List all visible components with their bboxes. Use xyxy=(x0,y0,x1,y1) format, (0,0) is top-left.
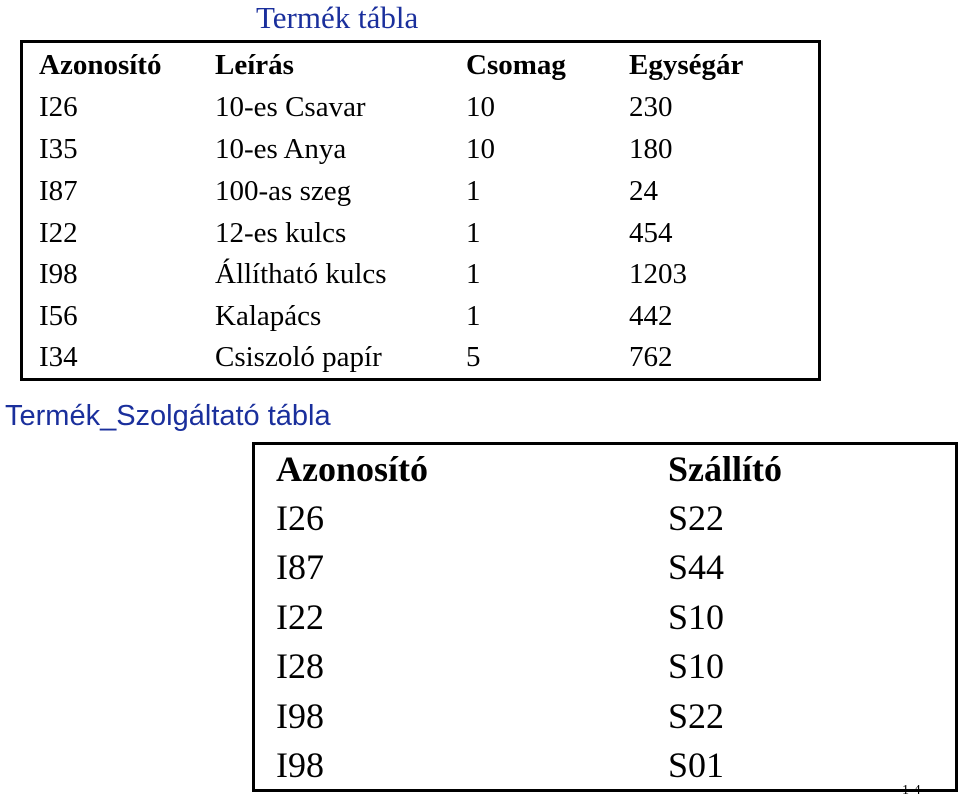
cell-supplier: S22 xyxy=(668,497,725,538)
cell-package: 1 xyxy=(466,216,481,249)
table-row xyxy=(254,691,957,741)
table-row xyxy=(22,212,820,254)
cell-supplier: S44 xyxy=(668,547,725,588)
table-row xyxy=(254,642,957,692)
cell-description: Kalapács xyxy=(215,300,322,333)
cell-unit-price: 24 xyxy=(629,174,658,207)
cell-supplier: S10 xyxy=(668,646,725,687)
cell-unit-price: 180 xyxy=(629,133,673,166)
table-row xyxy=(22,338,820,380)
cell-id: I98 xyxy=(39,258,78,291)
cell-id: I22 xyxy=(276,596,324,637)
cell-id: I22 xyxy=(39,216,78,249)
cell-package: 10 xyxy=(466,133,495,166)
table-row xyxy=(22,254,820,296)
cell-unit-price: 762 xyxy=(629,341,673,374)
cell-package: 10 xyxy=(466,91,495,124)
supplier-table xyxy=(252,442,958,792)
table-row xyxy=(22,296,820,338)
cell-description: 10-es Csavar xyxy=(215,91,366,124)
table-row xyxy=(254,493,957,543)
cell-id: I98 xyxy=(276,744,324,785)
cell-package: 1 xyxy=(466,258,481,291)
header-description: Leírás xyxy=(215,48,294,81)
table-row xyxy=(22,87,820,129)
cell-unit-price: 230 xyxy=(629,91,673,124)
table-row xyxy=(22,171,820,213)
supplier-table-title: Termék_Szolgáltató tábla xyxy=(5,400,331,432)
header-package: Csomag xyxy=(466,48,566,81)
cell-package: 1 xyxy=(466,174,481,207)
supplier-table-header-row xyxy=(254,444,957,494)
cell-unit-price: 454 xyxy=(629,216,673,249)
table-row xyxy=(254,592,957,642)
cell-description: Állítható kulcs xyxy=(215,258,387,291)
header-supplier: Szállító xyxy=(668,449,782,489)
cell-id: I26 xyxy=(39,91,78,124)
cell-supplier: S10 xyxy=(668,596,725,637)
table-row xyxy=(254,741,957,791)
header-id: Azonosító xyxy=(39,48,162,81)
table-row xyxy=(22,129,820,171)
cell-package: 1 xyxy=(466,300,481,333)
cell-package: 5 xyxy=(466,341,481,374)
cell-unit-price: 1203 xyxy=(629,258,687,291)
cell-description: Csiszoló papír xyxy=(215,341,382,374)
cell-id: I98 xyxy=(276,695,324,736)
table-row xyxy=(254,543,957,593)
cell-description: 100-as szeg xyxy=(215,174,352,207)
product-table xyxy=(20,40,821,381)
cell-id: I28 xyxy=(276,646,324,687)
product-table-header-row xyxy=(22,42,820,88)
product-table-title: Termék tábla xyxy=(256,0,419,35)
cell-id: I26 xyxy=(276,497,324,538)
cell-id: I87 xyxy=(39,174,78,207)
cell-id: I35 xyxy=(39,133,78,166)
cell-description: 10-es Anya xyxy=(215,133,347,166)
cell-description: 12-es kulcs xyxy=(215,216,347,249)
cell-unit-price: 442 xyxy=(629,300,673,333)
cell-id: I34 xyxy=(39,341,78,374)
cell-id: I87 xyxy=(276,547,324,588)
cell-supplier: S22 xyxy=(668,695,725,736)
header-id: Azonosító xyxy=(276,449,428,489)
cell-id: I56 xyxy=(39,300,78,333)
page-number: 1-4 xyxy=(902,783,921,798)
header-unit-price: Egységár xyxy=(629,48,744,81)
cell-supplier: S01 xyxy=(668,744,725,785)
